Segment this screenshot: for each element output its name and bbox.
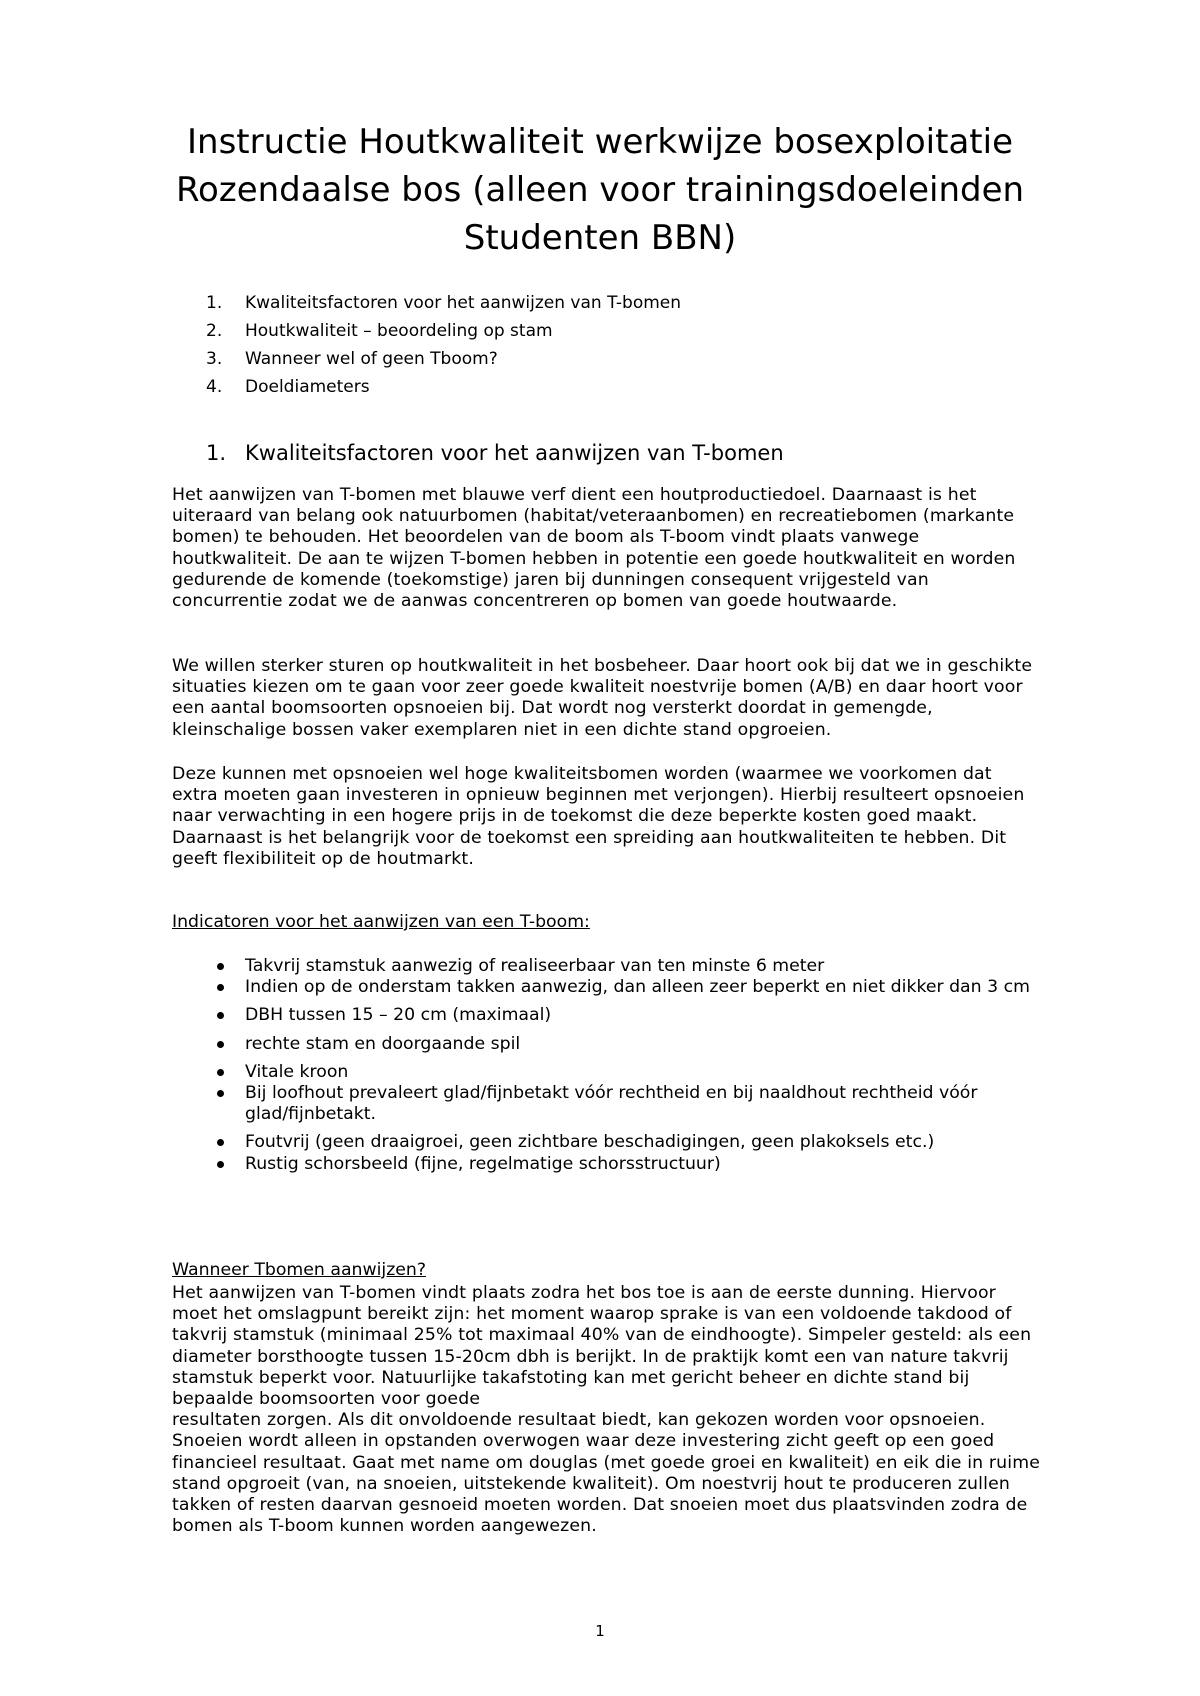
list-item-text: Vitale kroon [245, 1061, 349, 1082]
list-item [172, 1154, 1042, 1175]
list-item-text: Indien op de onderstam takken aanwezig, dan alleen zeer beperkt en niet dikker dan 3 cm [245, 977, 1030, 998]
bullet-icon [217, 1069, 224, 1076]
bullet-icon [217, 1139, 224, 1146]
toc-item-label: Kwaliteitsfactoren voor het aanwijzen van T-bomen [245, 293, 682, 313]
list-item-text: Rustig schorsbeeld (fijne, regelmatige schorsstructuur) [245, 1153, 721, 1174]
page-number: 1 [595, 1622, 605, 1640]
list-item [172, 977, 1042, 998]
list-item-text: DBH tussen 15 – 20 cm (maximaal) [245, 1005, 552, 1026]
bullet-icon [217, 984, 224, 991]
list-item [172, 1034, 1042, 1055]
toc-item-number: 4. [206, 377, 223, 397]
list-item-text: Bij loofhout prevaleert glad/fijnbetakt vóór rechtheid en bij naaldhout rechtheid vóór glad/fijnbetakt. [245, 1083, 978, 1125]
toc-item [206, 373, 681, 401]
list-item [172, 1083, 1042, 1125]
section-title: Kwaliteitsfactoren voor het aanwijzen van T-bomen [245, 441, 784, 465]
section-heading [206, 438, 784, 468]
when-paragraph [172, 1283, 1042, 1537]
bullet-icon [217, 1012, 224, 1019]
when-heading: Wanneer Tbomen aanwijzen? [172, 1260, 427, 1280]
body-paragraph: We willen sterker sturen op houtkwaliteit in het bosbeheer. Daar hoort ook bij dat we in geschikte situaties kiezen om te gaan voor zeer goede kwaliteit noestvrije bomen (A/B) en daar hoort voor een aantal boomsoorten opsnoeien bij. Dat wordt nog versterkt doordat in gemengde, kleinschalige bossen vaker exemplaren niet in een dichte stand opgroeien. [172, 656, 1033, 740]
body-paragraph: Deze kunnen met opsnoeien wel hoge kwaliteitsbomen worden (waarmee we voorkomen dat extra moeten gaan investeren in opnieuw beginnen met verjongen). Hierbij resulteert opsnoeien naar verwachting in een hogere prijs in de toekomst die deze beperkte kosten goed maakt. Daarnaast is het belangrijk voor de toekomst een spreiding aan houtkwaliteiten te hebben. Dit geeft flexibiliteit op de houtmarkt. [172, 764, 1025, 869]
list-item-text: rechte stam en doorgaande spil [245, 1033, 521, 1054]
bullet-icon [217, 1090, 224, 1097]
toc-item-number: 3. [206, 349, 223, 369]
when-paragraph-part: Het aanwijzen van T-bomen vindt plaats zodra het bos toe is aan de eerste dunning. Hiervoor moet het omslagpunt bereikt zijn: het moment waarop sprake is van een voldoende takdood of takvrij stamstuk (minimaal 25% tot maximaal 40% van de eindhoogte). Simpeler gesteld: als een diameter borsthoogte tussen 15-20cm dbh is berijkt. In de praktijk komt een van nature takvrij stamstuk beperkt voor. Natuurlijke takafstoting kan met gericht beheer en dichte stand bij bepaalde boomsoorten voor goede [172, 1283, 1032, 1410]
document-title: Instructie Houtkwaliteit werkwijze bosexploitatie Rozendaalse bos (alleen voor trainingsdoeleinden Studenten BBN) [175, 122, 1025, 258]
bullet-icon [217, 1041, 224, 1048]
list-item-text: Takvrij stamstuk aanwezig of realiseerbaar van ten minste 6 meter [245, 956, 825, 976]
toc-item-label: Wanneer wel of geen Tboom? [245, 349, 498, 369]
indicators-list [172, 956, 1042, 1175]
list-item [172, 956, 1042, 977]
toc-item-label: Houtkwaliteit – beoordeling op stam [245, 321, 553, 341]
indicators-heading: Indicatoren voor het aanwijzen van een T-boom: [172, 912, 590, 932]
toc-item [206, 317, 681, 345]
when-paragraph-part: resultaten zorgen. Als dit onvoldoende resultaat biedt, kan gekozen worden voor opsnoeien. Snoeien wordt alleen in opstanden overwogen waar deze investering zicht geeft op een goed financieel resultaat. Gaat met name om douglas (met goede groei en kwaliteit) en eik die in ruime stand opgroeit (van, na snoeien, uitstekende kwaliteit). Om noestvrij hout te produceren zullen takken of resten daarvan gesnoeid moeten worden. Dat snoeien moet dus plaatsvinden zodra de bomen als T-boom kunnen worden aangewezen. [172, 1410, 1041, 1537]
toc-item-label: Doeldiameters [245, 377, 370, 397]
section-number: 1. [206, 441, 227, 465]
list-item [172, 1005, 1042, 1026]
bullet-icon [217, 963, 224, 970]
list-item [172, 1132, 1042, 1153]
toc-item [206, 345, 681, 373]
list-item-text: Foutvrij (geen draaigroei, geen zichtbare beschadigingen, geen plakoksels etc.) [245, 1132, 935, 1153]
toc-item [206, 289, 681, 317]
toc-item-number: 1. [206, 293, 223, 313]
bullet-icon [217, 1161, 224, 1168]
body-paragraph: Het aanwijzen van T-bomen met blauwe verf dient een houtproductiedoel. Daarnaast is het uiteraard van belang ook natuurbomen (habitat/veteraanbomen) en recreatiebomen (markante bomen) te behouden. Het beoordelen van de boom als T-boom vindt plaats vanwege houtkwaliteit. De aan te wijzen T-bomen hebben in potentie een goede houtkwaliteit en worden gedurende de komende (toekomstige) jaren bij dunningen consequent vrijgesteld van concurrentie zodat we de aanwas concentreren op bomen van goede houtwaarde. [172, 485, 1016, 612]
list-item [172, 1062, 1042, 1083]
table-of-contents [206, 289, 681, 401]
toc-item-number: 2. [206, 321, 223, 341]
